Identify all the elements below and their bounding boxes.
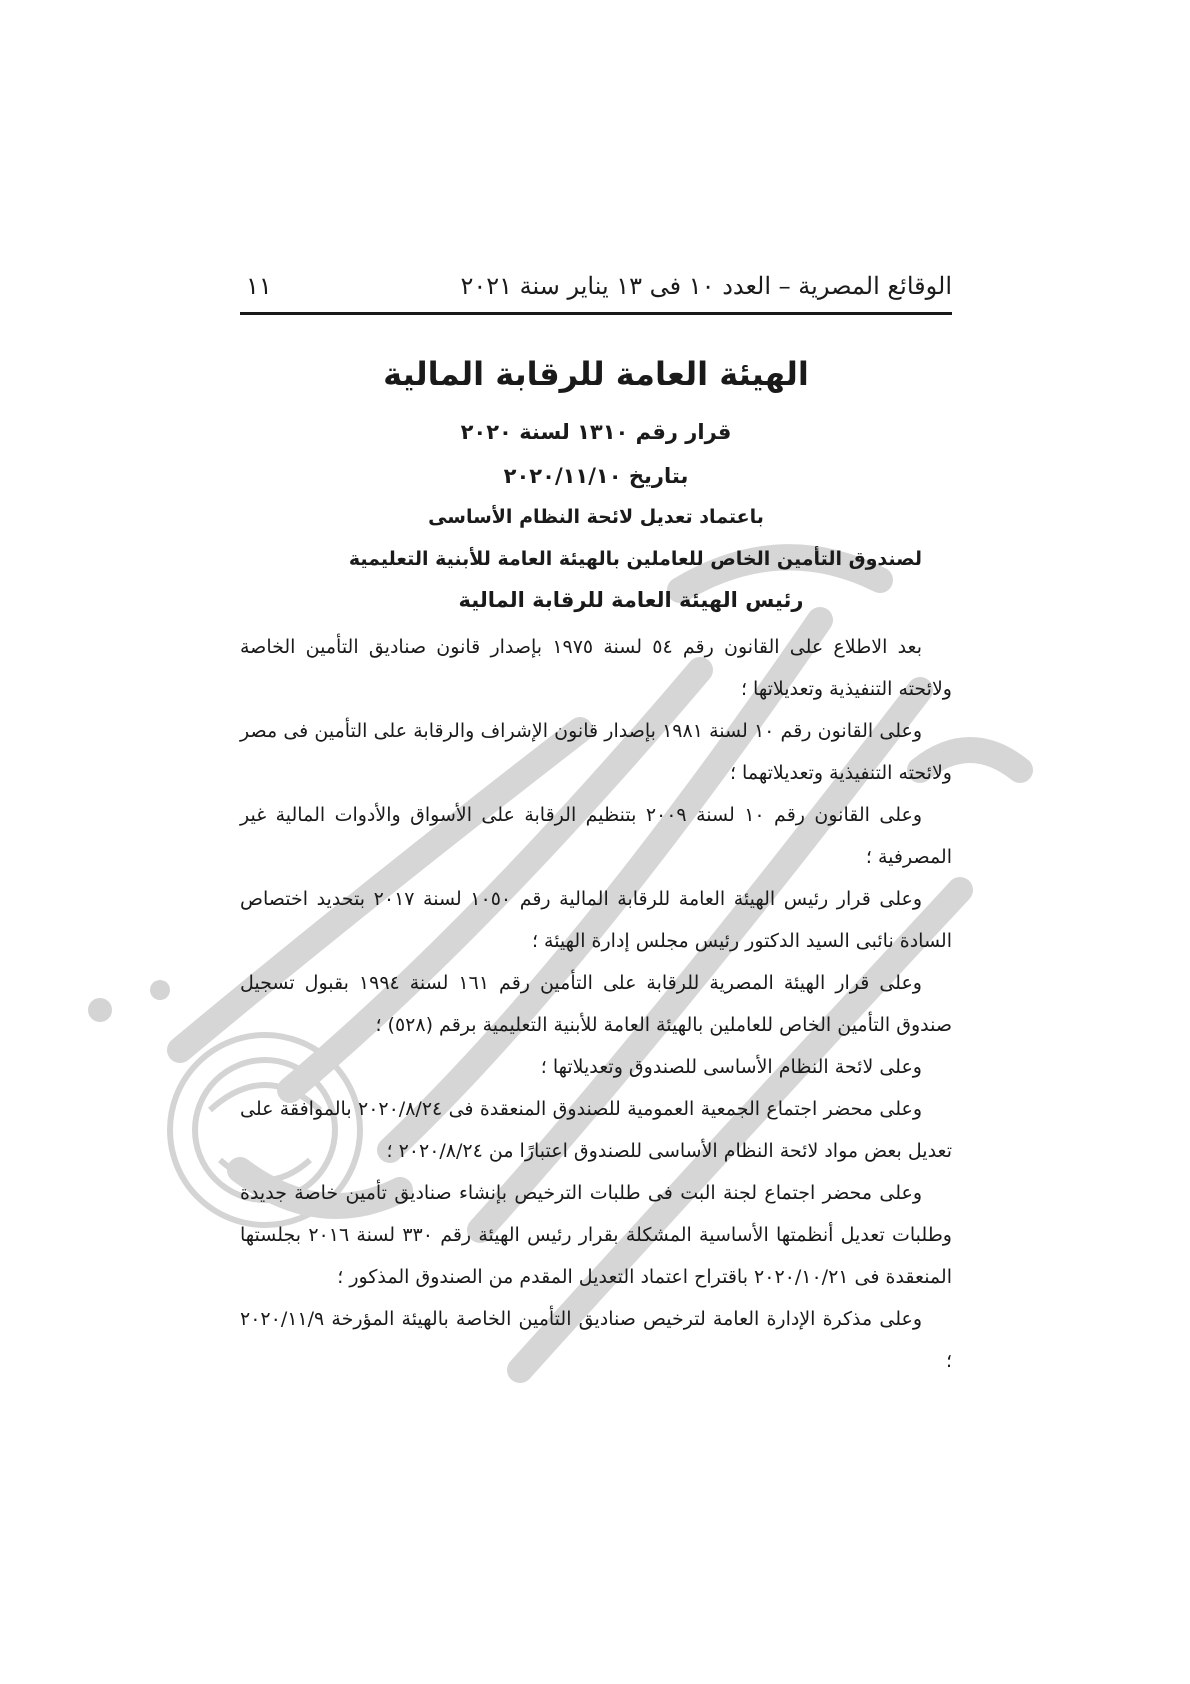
page-number: ١١ <box>246 272 272 300</box>
preamble-paragraph: وعلى لائحة النظام الأساسى للصندوق وتعديلاتها ؛ <box>540 1056 922 1078</box>
preamble-paragraph: بعد الاطلاع على القانون رقم ٥٤ لسنة ١٩٧٥ بإصدار قانون صناديق التأمين الخاصة ولائحته التنفيذية وتعديلاتها ؛ <box>240 636 952 700</box>
president-heading: رئيس الهيئة العامة للرقابة المالية <box>458 588 804 612</box>
preamble-paragraph: وعلى محضر اجتماع الجمعية العمومية للصندوق المنعقدة فى ٢٠٢٠/٨/٢٤ بالموافقة على تعديل بعض مواد لائحة النظام الأساسى للصندوق اعتبارًا من ٢٠٢٠/٨/٢٤ ؛ <box>240 1098 952 1162</box>
preamble-paragraph: وعلى محضر اجتماع لجنة البت فى طلبات الترخيص بإنشاء صناديق تأمين خاصة جديدة وطلبات تعديل أنظمتها الأساسية المشكلة بقرار رئيس الهيئة رقم ٣٣٠ لسنة ٢٠١٦ بجلستها المنعقدة فى ٢٠٢٠/١٠/٢١ باقتراح اعتماد التعديل المقدم من الصندوق المذكور ؛ <box>240 1182 952 1288</box>
decree-preamble <box>240 626 952 1382</box>
page-header <box>240 268 952 315</box>
decree-subject-line-2: لصندوق التأمين الخاص للعاملين بالهيئة العامة للأبنية التعليمية <box>348 548 922 570</box>
watermark-dots <box>88 980 170 1022</box>
preamble-paragraph: وعلى قرار رئيس الهيئة العامة للرقابة المالية رقم ١٠٥٠ لسنة ٢٠١٧ بتحديد اختصاص السادة نائبى السيد الدكتور رئيس مجلس إدارة الهيئة ؛ <box>240 888 952 952</box>
preamble-paragraph: وعلى القانون رقم ١٠ لسنة ١٩٨١ بإصدار قانون الإشراف والرقابة على التأمين فى مصر ولائحته التنفيذية وتعديلاتهما ؛ <box>240 720 952 784</box>
decree-date: بتاريخ ٢٠٢٠/١١/١٠ <box>503 464 689 488</box>
preamble-paragraph: وعلى مذكرة الإدارة العامة لترخيص صناديق التأمين الخاصة بالهيئة المؤرخة ٢٠٢٠/١١/٩ ؛ <box>240 1308 952 1372</box>
authority-title: الهيئة العامة للرقابة المالية <box>383 355 809 393</box>
preamble-paragraph: وعلى القانون رقم ١٠ لسنة ٢٠٠٩ بتنظيم الرقابة على الأسواق والأدوات المالية غير المصرفية ؛ <box>240 804 952 868</box>
preamble-paragraph: وعلى قرار الهيئة المصرية للرقابة على التأمين رقم ١٦١ لسنة ١٩٩٤ بقبول تسجيل صندوق التأمين الخاص للعاملين بالهيئة العامة للأبنية التعليمية برقم (٥٢٨) ؛ <box>240 972 952 1036</box>
gazette-header-title: الوقائع المصرية – العدد ١٠ فى ١٣ يناير سنة ٢٠٢١ <box>460 272 952 300</box>
decree-subject-line-1: باعتماد تعديل لائحة النظام الأساسى <box>428 506 764 528</box>
decree-number: قرار رقم ١٣١٠ لسنة ٢٠٢٠ <box>460 420 732 444</box>
